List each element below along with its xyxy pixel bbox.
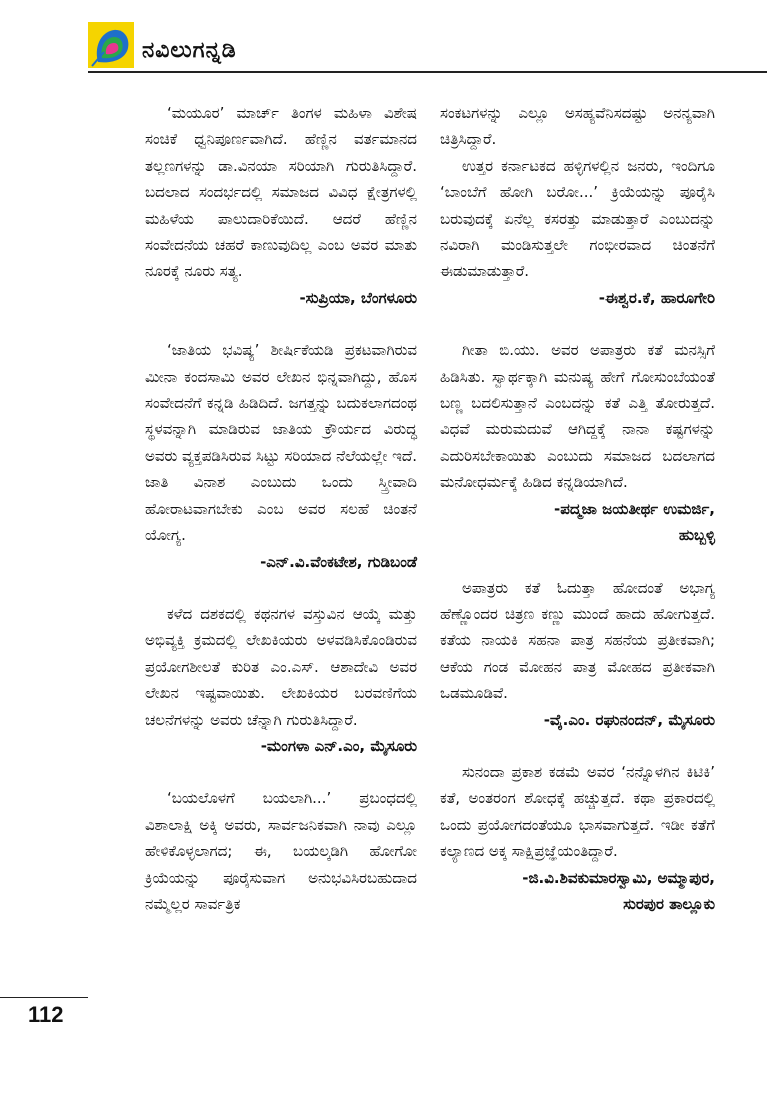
letter-item bbox=[440, 575, 715, 733]
letter-signature: -ಪದ್ಮಜಾ ಜಯತೀರ್ಥ ಉಮರ್ಜಿ, bbox=[554, 499, 715, 518]
letter-body: ಸಂಕಟಗಳನ್ನು ಎಲ್ಲೂ ಅಸಹ್ಯವೆನಿಸದಷ್ಟು ಅನನ್ಯವಾಗಿ ಚಿತ್ರಿಸಿದ್ದಾರೆ. bbox=[440, 104, 715, 149]
letter-item bbox=[440, 153, 715, 311]
letter-body: ಸುನಂದಾ ಪ್ರಕಾಶ ಕಡಮೆ ಅವರ ‘ನನ್ನೊಳಗಿನ ಕಿಟಿಕಿ’ ಕತೆ, ಅಂತರಂಗ ಶೋಧಕ್ಕೆ ಹಚ್ಚುತ್ತದೆ. ಕಥಾ ಪ್ರಕಾರದಲ್ಲಿ ಒಂದು ಪ್ರಯೋಗದಂತೆಯೂ ಭಾಸವಾಗುತ್ತದೆ. ಇಡೀ ಕತೆಗೆ ಕಲ್ಯಾಣದ ಅಕ್ಕ ಸಾಕ್ಷಿಪ್ರಜ್ಞೆಯಂತಿದ್ದಾರೆ. bbox=[440, 762, 715, 861]
letter-item bbox=[440, 337, 715, 548]
letter-body: ‘ಬಯಲೊಳಗೆ ಬಯಲಾಗಿ...’ ಪ್ರಬಂಧದಲ್ಲಿ ವಿಶಾಲಾಕ್ಷಿ ಅಕ್ಕಿ ಅವರು, ಸಾರ್ವಜನಿಕವಾಗಿ ನಾವು ಎಲ್ಲೂ ಹೇಳಿಕೊಳ್ಳಲಾಗದ; ಈ, ಬಯಲ್ಕಡಿಗಿ ಹೋಗೋ ಕ್ರಿಯೆಯನ್ನು ಪೂರೈಸುವಾಗ ಅನುಭವಿಸಿರಬಹುದಾದ ನಮ್ಮೆಲ್ಲರ ಸಾರ್ವತ್ರಿಕ bbox=[145, 789, 417, 913]
magazine-title: ನವಿಲುಗನ್ನಡಿ bbox=[142, 38, 237, 63]
letter-signature: -ಸುಪ್ರಿಯಾ, ಬೆಂಗಳೂರು bbox=[299, 288, 417, 307]
letter-body: ಉತ್ತರ ಕರ್ನಾಟಕದ ಹಳ್ಳಿಗಳಲ್ಲಿನ ಜನರು, ಇಂದಿಗೂ ‘ಬಾಂಬೆಗೆ ಹೋಗಿ ಬರೋ...’ ಕ್ರಿಯೆಯನ್ನು ಪೂರೈಸಿ ಬರುವುದಕ್ಕೆ ಏನೆಲ್ಲ ಕಸರತ್ತು ಮಾಡುತ್ತಾರೆ ಎಂಬುದನ್ನು ನವಿರಾಗಿ ಮಂಡಿಸುತ್ತಲೇ ಗಂಭೀರವಾದ ಚಿಂತನೆಗೆ ಈಡುಮಾಡುತ್ತಾರೆ. bbox=[440, 156, 715, 281]
letter-body: ಅಪಾತ್ರರು ಕತೆ ಓದುತ್ತಾ ಹೋದಂತೆ ಅಭಾಗ್ಯ ಹೆಣ್ಣೊಂದರ ಚಿತ್ರಣ ಕಣ್ಣು ಮುಂದೆ ಹಾದು ಹೋಗುತ್ತದೆ. ಕತೆಯ ನಾಯಕಿ ಸಹನಾ ಪಾತ್ರ ಸಹನೆಯ ಪ್ರತೀಕವಾಗಿ; ಆಕೆಯ ಗಂಡ ಮೋಹನ ಪಾತ್ರ ಮೋಹದ ಪ್ರತೀಕವಾಗಿ ಒಡಮೂಡಿವೆ. bbox=[440, 578, 715, 703]
letter-item bbox=[145, 601, 417, 759]
letter-body: ‘ಮಯೂರ’ ಮಾರ್ಚ್ ತಿಂಗಳ ಮಹಿಳಾ ವಿಶೇಷ ಸಂಚಿಕೆ ಧ್ವನಿಪೂರ್ಣವಾಗಿದೆ. ಹೆಣ್ಣಿನ ವರ್ತಮಾನದ ತಲ್ಲಣಗಳನ್ನು ಡಾ.ವಿನಯಾ ಸರಿಯಾಗಿ ಗುರುತಿಸಿದ್ದಾರೆ. ಬದಲಾದ ಸಂದರ್ಭದಲ್ಲಿ ಸಮಾಜದ ವಿವಿಧ ಕ್ಷೇತ್ರಗಳಲ್ಲಿ ಮಹಿಳೆಯ ಪಾಲುದಾರಿಕೆಯಿದೆ. ಆದರೆ ಹೆಣ್ಣಿನ ಸಂವೇದನೆಯ ಚಹರೆ ಕಾಣುವುದಿಲ್ಲ ಎಂಬ ಅವರ ಮಾತು ನೂರಕ್ಕೆ ನೂರು ಸತ್ಯ. bbox=[145, 104, 417, 281]
letter-item bbox=[145, 337, 417, 575]
letter-signature-place: ಸುರಪುರ ತಾಲ್ಲೂಕು bbox=[623, 894, 715, 913]
letter-continuation bbox=[440, 100, 715, 153]
page-header bbox=[0, 0, 767, 76]
letter-body: ‘ಜಾತಿಯ ಭವಿಷ್ಯ’ ಶೀರ್ಷಿಕೆಯಡಿ ಪ್ರಕಟವಾಗಿರುವ ಮೀನಾ ಕಂದಸಾಮಿ ಅವರ ಲೇಖನ ಭಿನ್ನವಾಗಿದ್ದು, ಹೊಸ ಸಂವೇದನೆಗೆ ಕನ್ನಡಿ ಹಿಡಿದಿದೆ. ಜಗತ್ತನ್ನು ಬದುಕಲಾಗದಂಥ ಸ್ಥಳವನ್ನಾಗಿ ಮಾಡಿರುವ ಜಾತಿಯ ಕ್ರೌರ್ಯದ ವಿರುದ್ಧ ಅವರು ವ್ಯಕ್ತಪಡಿಸಿರುವ ಸಿಟ್ಟು ಸರಿಯಾದ ನೆಲೆಯಲ್ಲೇ ಇದೆ. ಜಾತಿ ವಿನಾಶ ಎಂಬುದು ಒಂದು ಸ್ತ್ರೀವಾದಿ ಹೋರಾಟವಾಗಬೇಕು ಎಂಬ ಅವರ ಸಲಹೆ ಚಿಂತನೆ ಯೋಗ್ಯ. bbox=[145, 341, 417, 545]
letter-signature: -ಈಶ್ವರ.ಕೆ, ಹಾರೂಗೇರಿ bbox=[598, 288, 715, 307]
letter-item bbox=[440, 759, 715, 917]
letter-signature: -ಮಂಗಳಾ ಎನ್.ಎಂ, ಮೈಸೂರು bbox=[260, 736, 417, 755]
letter-signature: -ಎನ್.ವಿ.ವೆಂಕಟೇಶ, ಗುಡಿಬಂಡೆ bbox=[260, 552, 417, 571]
left-column bbox=[145, 100, 417, 943]
letter-signature: -ಜಿ.ವಿ.ಶಿವಕುಮಾರಸ್ವಾಮಿ, ಅಮ್ಮಾಪುರ, bbox=[522, 868, 715, 887]
letter-item bbox=[145, 785, 417, 917]
letter-signature: -ವೈ.ಎಂ. ರಘುನಂದನ್, ಮೈಸೂರು bbox=[543, 710, 715, 729]
peacock-feather-icon bbox=[88, 22, 134, 68]
header-rule bbox=[88, 71, 767, 73]
letter-body: ಕಳೆದ ದಶಕದಲ್ಲಿ ಕಥನಗಳ ವಸ್ತುವಿನ ಆಯ್ಕೆ ಮತ್ತು ಅಭಿವ್ಯಕ್ತಿ ಕ್ರಮದಲ್ಲಿ ಲೇಖಕಿಯರು ಅಳವಡಿಸಿಕೊಂಡಿರುವ ಪ್ರಯೋಗಶೀಲತೆ ಕುರಿತ ಎಂ.ಎಸ್. ಆಶಾದೇವಿ ಅವರ ಲೇಖನ ಇಷ್ಟವಾಯಿತು. ಲೇಖಕಿಯರ ಬರವಣಿಗೆಯ ಚಲನೆಗಳನ್ನು ಅವರು ಚೆನ್ನಾಗಿ ಗುರುತಿಸಿದ್ದಾರೆ. bbox=[145, 604, 417, 729]
letter-body: ಗೀತಾ ಬಿ.ಯು. ಅವರ ಅಪಾತ್ರರು ಕತೆ ಮನಸ್ಸಿಗೆ ಹಿಡಿಸಿತು. ಸ್ವಾರ್ಥಕ್ಕಾಗಿ ಮನುಷ್ಯ ಹೇಗೆ ಗೋಸುಂಬೆಯಂತೆ ಬಣ್ಣ ಬದಲಿಸುತ್ತಾನೆ ಎಂಬದನ್ನು ಕತೆ ಎತ್ತಿ ತೋರುತ್ತದೆ. ವಿಧವೆ ಮರುಮದುವೆ ಆಗಿದ್ದಕ್ಕೆ ನಾನಾ ಕಷ್ಟಗಳನ್ನು ಎದುರಿಸಬೇಕಾಯಿತು ಎಂಬುದು ಸಮಾಜದ ಬದಲಾಗದ ಮನೋಧರ್ಮಕ್ಕೆ ಹಿಡಿದ ಕನ್ನಡಿಯಾಗಿದೆ. bbox=[440, 341, 715, 492]
letter-item bbox=[145, 100, 417, 311]
right-column bbox=[440, 100, 715, 943]
footer-rule bbox=[0, 997, 88, 998]
page-number: 112 bbox=[28, 1002, 64, 1027]
letter-signature-place: ಹುಬ್ಬಳ್ಳಿ bbox=[678, 526, 715, 545]
